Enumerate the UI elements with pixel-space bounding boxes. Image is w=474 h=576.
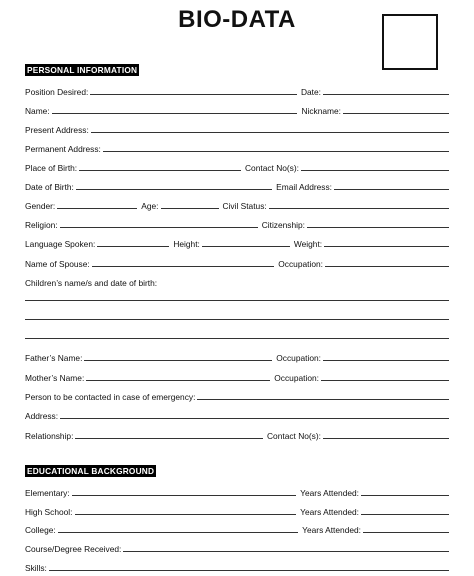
father-occupation-label: Occupation: [276,352,321,363]
row-name-nickname [25,103,449,115]
row-children [25,275,449,287]
college-field[interactable] [58,532,298,533]
mothers-name-field[interactable] [86,380,270,381]
mother-occupation-label: Occupation: [274,372,319,383]
page-title: BIO-DATA [178,6,296,33]
height-field[interactable] [202,246,290,247]
row-gender-age-civil [25,198,449,210]
spouse-occupation-field[interactable] [325,266,449,267]
high-school-field[interactable] [75,514,297,515]
row-high-school [25,504,449,516]
row-father [25,350,449,362]
row-permanent-address [25,141,449,153]
row-skills [25,560,449,572]
language-spoken-field[interactable] [97,246,169,247]
weight-label: Weight: [293,238,323,249]
high-school-years-label: Years Attended: [300,506,359,517]
skills-field[interactable] [49,570,449,571]
row-elementary [25,485,449,497]
religion-field[interactable] [60,227,258,228]
citizenship-label: Citizenship: [261,219,305,230]
high-school-years-field[interactable] [361,514,449,515]
email-address-field[interactable] [334,189,449,190]
religion-label: Religion: [25,219,58,230]
children-line-2[interactable] [25,319,449,320]
fathers-name-label: Father’s Name: [25,352,83,363]
permanent-address-field[interactable] [103,151,449,152]
elementary-years-label: Years Attended: [300,487,359,498]
position-desired-field[interactable] [90,94,297,95]
row-course-degree [25,541,449,553]
permanent-address-label: Permanent Address: [25,143,101,154]
contact-nos-label: Contact No(s): [245,162,299,173]
date-field[interactable] [323,94,449,95]
position-desired-label: Position Desired: [25,86,89,97]
emergency-contact-label: Person to be contacted in case of emergency: [25,391,196,402]
college-years-field[interactable] [363,532,449,533]
skills-label: Skills: [25,562,47,573]
row-religion-citizenship [25,217,449,229]
row-mother [25,370,449,382]
name-of-spouse-field[interactable] [92,266,275,267]
address-label: Address: [25,410,59,421]
section-header-education: EDUCATIONAL BACKGROUND [27,466,155,476]
relationship-label: Relationship: [25,430,74,441]
row-position-date [25,84,449,96]
elementary-years-field[interactable] [361,495,449,496]
emergency-contact-nos-label: Contact No(s): [267,430,321,441]
place-of-birth-field[interactable] [79,170,241,171]
emergency-contact-field[interactable] [197,399,449,400]
height-label: Height: [173,238,200,249]
row-birthplace-contact [25,160,449,172]
address-field[interactable] [60,418,449,419]
emergency-contact-nos-field[interactable] [323,438,449,439]
civil-status-field[interactable] [269,208,449,209]
high-school-label: High School: [25,506,73,517]
row-emergency [25,389,449,401]
nickname-label: Nickname: [301,105,341,116]
present-address-label: Present Address: [25,124,89,135]
row-spouse-occupation [25,256,449,268]
age-label: Age: [141,200,159,211]
present-address-field[interactable] [91,132,449,133]
language-spoken-label: Language Spoken: [25,238,96,249]
nickname-field[interactable] [343,113,449,114]
father-occupation-field[interactable] [323,360,449,361]
date-of-birth-field[interactable] [76,189,272,190]
elementary-label: Elementary: [25,487,70,498]
row-present-address [25,122,449,134]
course-degree-field[interactable] [123,551,449,552]
row-language-height-weight [25,236,449,248]
children-line-1[interactable] [25,300,449,301]
fathers-name-field[interactable] [84,360,272,361]
mother-occupation-field[interactable] [321,380,449,381]
age-field[interactable] [161,208,219,209]
citizenship-field[interactable] [307,227,449,228]
email-address-label: Email Address: [276,181,332,192]
name-label: Name: [25,105,50,116]
date-of-birth-label: Date of Birth: [25,181,74,192]
name-of-spouse-label: Name of Spouse: [25,258,90,269]
civil-status-label: Civil Status: [222,200,267,211]
photo-box[interactable] [382,14,438,70]
relationship-field[interactable] [75,438,263,439]
college-years-label: Years Attended: [302,524,361,535]
mothers-name-label: Mother’s Name: [25,372,85,383]
place-of-birth-label: Place of Birth: [25,162,78,173]
row-dob-email [25,179,449,191]
gender-field[interactable] [57,208,137,209]
row-college [25,522,449,534]
row-emergency-address [25,408,449,420]
name-field[interactable] [52,113,298,114]
gender-label: Gender: [25,200,56,211]
weight-field[interactable] [324,246,449,247]
children-label: Children’s name/s and date of birth: [25,277,158,288]
row-relationship-contact [25,428,449,440]
children-line-3[interactable] [25,338,449,339]
date-label: Date: [300,86,321,97]
spouse-occupation-label: Occupation: [278,258,323,269]
section-header-personal: PERSONAL INFORMATION [27,65,138,75]
course-degree-label: Course/Degree Received: [25,543,122,554]
elementary-field[interactable] [72,495,296,496]
college-label: College: [25,524,56,535]
contact-nos-field[interactable] [301,170,449,171]
